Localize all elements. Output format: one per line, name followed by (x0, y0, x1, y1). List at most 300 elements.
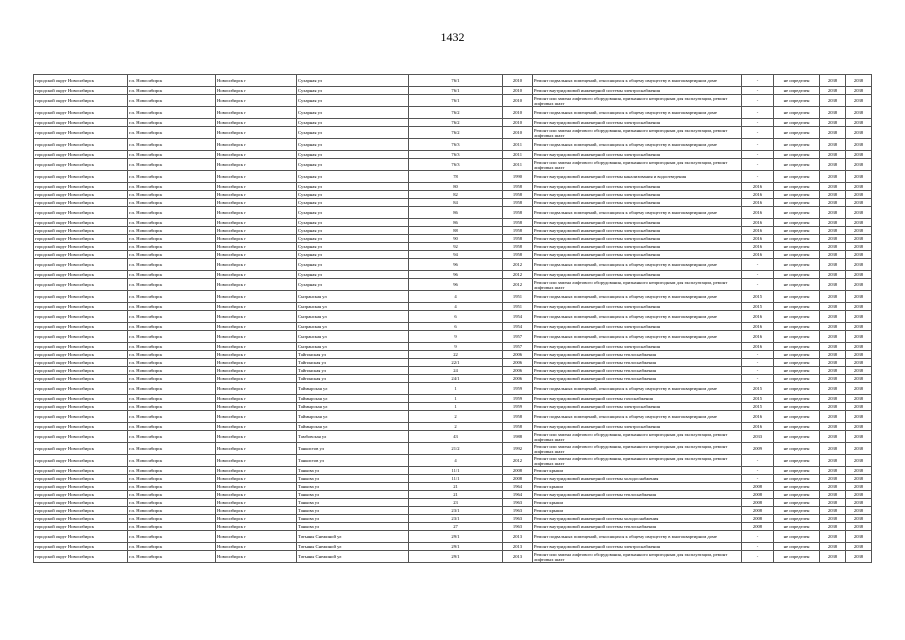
cell-plan-status: не определен (774, 271, 820, 279)
cell-municipality: городской округ Новосибирск (34, 291, 128, 303)
cell-settlement: г.п. Новосибирск (128, 367, 216, 375)
cell-work-type: Ремонт внутридомовой инженерной системы электроснабжения (533, 87, 742, 95)
cell-plan-start-year: 2038 (820, 127, 846, 139)
cell-last-repair-year: - (742, 367, 774, 375)
table-row (34, 259, 872, 271)
cell-work-type: Ремонт внутридомовой инженерной системы электроснабжения (533, 191, 742, 199)
cell-last-repair-year: 2016 (742, 199, 774, 207)
cell-municipality: городской округ Новосибирск (34, 467, 128, 475)
cell-plan-start-year: 2038 (820, 403, 846, 411)
cell-house: 84 (409, 199, 503, 207)
cell-work-type: Ремонт крыши (533, 499, 742, 507)
table-row (34, 171, 872, 183)
cell-street: Сухарная ул (297, 235, 409, 243)
cell-plan-end-year: 2038 (846, 543, 872, 551)
cell-municipality: городской округ Новосибирск (34, 151, 128, 159)
cell-municipality: городской округ Новосибирск (34, 531, 128, 543)
table-row (34, 367, 872, 375)
table-row (34, 107, 872, 119)
cell-work-type: Ремонт подвальных помещений, относящихся к общему имуществу в многоквартирном доме (533, 291, 742, 303)
cell-plan-start-year: 2038 (820, 359, 846, 367)
table-row (34, 199, 872, 207)
cell-year-built: 1958 (503, 243, 533, 251)
cell-plan-end-year: 2038 (846, 199, 872, 207)
cell-work-type: Ремонт или замена лифтового оборудования, признанного непригодным для эксплуатации, ремонт лифтовых шахт (533, 455, 742, 467)
table-row (34, 159, 872, 171)
table-row (34, 343, 872, 351)
cell-locality: Новосибирск г (216, 75, 297, 87)
cell-municipality: городской округ Новосибирск (34, 235, 128, 243)
cell-house: 90 (409, 235, 503, 243)
cell-settlement: г.п. Новосибирск (128, 483, 216, 491)
cell-municipality: городской округ Новосибирск (34, 483, 128, 491)
cell-street: Сухарная ул (297, 151, 409, 159)
cell-plan-end-year: 2038 (846, 127, 872, 139)
cell-municipality: городской округ Новосибирск (34, 243, 128, 251)
cell-settlement: г.п. Новосибирск (128, 455, 216, 467)
cell-plan-end-year: 2038 (846, 219, 872, 227)
cell-locality: Новосибирск г (216, 251, 297, 259)
cell-last-repair-year: 2016 (742, 323, 774, 331)
cell-municipality: городской округ Новосибирск (34, 515, 128, 523)
cell-street: Таймырская ул (297, 411, 409, 423)
cell-street: Сухарная ул (297, 279, 409, 291)
cell-plan-start-year: 2038 (820, 183, 846, 191)
cell-street: Татьяны Снежиной ул (297, 543, 409, 551)
cell-settlement: г.п. Новосибирск (128, 423, 216, 431)
cell-plan-end-year: 2038 (846, 467, 872, 475)
cell-house: 11/1 (409, 475, 503, 483)
cell-municipality: городской округ Новосибирск (34, 323, 128, 331)
cell-plan-status: не определен (774, 531, 820, 543)
cell-house: 21/2 (409, 443, 503, 455)
cell-work-type: Ремонт или замена лифтового оборудования, признанного непригодным для эксплуатации, ремонт лифтовых шахт (533, 551, 742, 563)
cell-last-repair-year: - (742, 467, 774, 475)
cell-locality: Новосибирск г (216, 311, 297, 323)
cell-municipality: городской округ Новосибирск (34, 227, 128, 235)
cell-locality: Новосибирск г (216, 499, 297, 507)
cell-plan-start-year: 2038 (820, 279, 846, 291)
cell-municipality: городской округ Новосибирск (34, 499, 128, 507)
cell-street: Танкистов ул (297, 443, 409, 455)
table-row (34, 279, 872, 291)
table-row (34, 207, 872, 219)
cell-last-repair-year: - (742, 551, 774, 563)
cell-municipality: городской округ Новосибирск (34, 507, 128, 515)
cell-plan-status: не определен (774, 375, 820, 383)
cell-house: 76/3 (409, 159, 503, 171)
table-row (34, 551, 872, 563)
table-row (34, 515, 872, 523)
cell-municipality: городской округ Новосибирск (34, 491, 128, 499)
cell-last-repair-year: - (742, 127, 774, 139)
cell-last-repair-year: - (742, 95, 774, 107)
cell-year-built: 2010 (503, 95, 533, 107)
table-row (34, 119, 872, 127)
cell-last-repair-year: 2016 (742, 207, 774, 219)
cell-year-built: 1958 (503, 227, 533, 235)
cell-year-built: 1964 (503, 491, 533, 499)
table-row (34, 183, 872, 191)
cell-plan-status: не определен (774, 351, 820, 359)
cell-settlement: г.п. Новосибирск (128, 151, 216, 159)
cell-settlement: г.п. Новосибирск (128, 87, 216, 95)
repair-schedule-table (33, 74, 872, 563)
cell-plan-end-year: 2038 (846, 95, 872, 107)
table-row (34, 291, 872, 303)
table-row (34, 395, 872, 403)
cell-plan-status: не определен (774, 455, 820, 467)
cell-plan-end-year: 2038 (846, 411, 872, 423)
cell-plan-end-year: 2038 (846, 499, 872, 507)
cell-locality: Новосибирск г (216, 359, 297, 367)
cell-house: 1 (409, 395, 503, 403)
cell-plan-end-year: 2038 (846, 159, 872, 171)
cell-work-type: Ремонт внутридомовой инженерной системы электроснабжения (533, 235, 742, 243)
cell-street: Сызранская ул (297, 291, 409, 303)
cell-settlement: г.п. Новосибирск (128, 95, 216, 107)
cell-street: Танкова ул (297, 507, 409, 515)
cell-locality: Новосибирск г (216, 367, 297, 375)
cell-plan-end-year: 2038 (846, 227, 872, 235)
cell-settlement: г.п. Новосибирск (128, 375, 216, 383)
cell-plan-end-year: 2038 (846, 139, 872, 151)
cell-locality: Новосибирск г (216, 467, 297, 475)
cell-year-built: 1957 (503, 331, 533, 343)
cell-municipality: городской округ Новосибирск (34, 199, 128, 207)
cell-plan-status: не определен (774, 259, 820, 271)
cell-house: 92 (409, 243, 503, 251)
cell-municipality: городской округ Новосибирск (34, 75, 128, 87)
cell-settlement: г.п. Новосибирск (128, 359, 216, 367)
cell-street: Танкова ул (297, 515, 409, 523)
cell-locality: Новосибирск г (216, 219, 297, 227)
cell-house: 96 (409, 271, 503, 279)
cell-year-built: 1958 (503, 411, 533, 423)
cell-settlement: г.п. Новосибирск (128, 411, 216, 423)
cell-house: 80 (409, 183, 503, 191)
cell-municipality: городской округ Новосибирск (34, 551, 128, 563)
cell-house: 29/1 (409, 543, 503, 551)
cell-last-repair-year: - (742, 531, 774, 543)
cell-street: Танкова ул (297, 523, 409, 531)
cell-plan-start-year: 2038 (820, 323, 846, 331)
cell-plan-status: не определен (774, 359, 820, 367)
cell-street: Сухарная ул (297, 219, 409, 227)
cell-locality: Новосибирск г (216, 543, 297, 551)
cell-plan-start-year: 2038 (820, 311, 846, 323)
cell-work-type: Ремонт внутридомовой инженерной системы электроснабжения (533, 151, 742, 159)
table-row (34, 455, 872, 467)
cell-locality: Новосибирск г (216, 207, 297, 219)
cell-work-type: Ремонт внутридомовой инженерной системы теплоснабжения (533, 367, 742, 375)
cell-plan-start-year: 2038 (820, 291, 846, 303)
cell-house: 78 (409, 171, 503, 183)
cell-last-repair-year: - (742, 259, 774, 271)
cell-house: 29/1 (409, 531, 503, 543)
cell-locality: Новосибирск г (216, 523, 297, 531)
cell-locality: Новосибирск г (216, 551, 297, 563)
cell-municipality: городской округ Новосибирск (34, 207, 128, 219)
cell-municipality: городской округ Новосибирск (34, 271, 128, 279)
cell-street: Сухарная ул (297, 271, 409, 279)
cell-year-built: 2013 (503, 531, 533, 543)
cell-municipality: городской округ Новосибирск (34, 331, 128, 343)
cell-street: Сухарная ул (297, 139, 409, 151)
cell-plan-end-year: 2038 (846, 403, 872, 411)
cell-municipality: городской округ Новосибирск (34, 259, 128, 271)
cell-settlement: г.п. Новосибирск (128, 467, 216, 475)
cell-year-built: 1958 (503, 183, 533, 191)
cell-work-type: Ремонт внутридомовой инженерной системы электроснабжения (533, 423, 742, 431)
cell-plan-end-year: 2038 (846, 551, 872, 563)
cell-last-repair-year: 2016 (742, 183, 774, 191)
cell-street: Сызранская ул (297, 311, 409, 323)
cell-locality: Новосибирск г (216, 139, 297, 151)
cell-plan-status: не определен (774, 191, 820, 199)
cell-house: 6 (409, 311, 503, 323)
cell-locality: Новосибирск г (216, 323, 297, 331)
cell-plan-end-year: 2038 (846, 171, 872, 183)
cell-plan-start-year: 2038 (820, 159, 846, 171)
cell-work-type: Ремонт подвальных помещений, относящихся к общему имуществу в многоквартирном доме (533, 259, 742, 271)
cell-plan-end-year: 2038 (846, 303, 872, 311)
cell-year-built: 1958 (503, 191, 533, 199)
cell-street: Сызранская ул (297, 343, 409, 351)
cell-work-type: Ремонт или замена лифтового оборудования, признанного непригодным для эксплуатации, ремонт лифтовых шахт (533, 443, 742, 455)
cell-municipality: городской округ Новосибирск (34, 383, 128, 395)
cell-year-built: 2011 (503, 151, 533, 159)
cell-house: 21 (409, 491, 503, 499)
cell-plan-start-year: 2038 (820, 87, 846, 95)
cell-year-built: 2010 (503, 87, 533, 95)
cell-last-repair-year: - (742, 279, 774, 291)
cell-locality: Новосибирск г (216, 375, 297, 383)
cell-work-type: Ремонт внутридомовой инженерной системы холодоснабжения (533, 515, 742, 523)
cell-settlement: г.п. Новосибирск (128, 127, 216, 139)
cell-settlement: г.п. Новосибирск (128, 207, 216, 219)
cell-municipality: городской округ Новосибирск (34, 423, 128, 431)
cell-house: 1 (409, 403, 503, 411)
cell-plan-start-year: 2038 (820, 515, 846, 523)
cell-last-repair-year: 2008 (742, 483, 774, 491)
cell-street: Сухарная ул (297, 227, 409, 235)
cell-settlement: г.п. Новосибирск (128, 311, 216, 323)
cell-locality: Новосибирск г (216, 343, 297, 351)
cell-plan-status: не определен (774, 523, 820, 531)
cell-plan-end-year: 2038 (846, 151, 872, 159)
cell-street: Тайгинская ул (297, 359, 409, 367)
cell-house: 23/1 (409, 515, 503, 523)
cell-last-repair-year: - (742, 159, 774, 171)
cell-plan-start-year: 2038 (820, 331, 846, 343)
cell-plan-start-year: 2038 (820, 375, 846, 383)
cell-plan-status: не определен (774, 199, 820, 207)
cell-last-repair-year: - (742, 87, 774, 95)
cell-locality: Новосибирск г (216, 455, 297, 467)
cell-plan-status: не определен (774, 551, 820, 563)
cell-plan-end-year: 2038 (846, 375, 872, 383)
cell-municipality: городской округ Новосибирск (34, 107, 128, 119)
cell-settlement: г.п. Новосибирск (128, 75, 216, 87)
cell-plan-status: не определен (774, 227, 820, 235)
cell-locality: Новосибирск г (216, 483, 297, 491)
table-row (34, 251, 872, 259)
cell-plan-start-year: 2038 (820, 119, 846, 127)
cell-locality: Новосибирск г (216, 351, 297, 359)
cell-municipality: городской округ Новосибирск (34, 119, 128, 127)
cell-settlement: г.п. Новосибирск (128, 171, 216, 183)
cell-house: 4 (409, 303, 503, 311)
cell-plan-start-year: 2038 (820, 227, 846, 235)
cell-work-type: Ремонт подвальных помещений, относящихся к общему имуществу в многоквартирном доме (533, 75, 742, 87)
table-row (34, 235, 872, 243)
cell-work-type: Ремонт внутридомовой инженерной системы электроснабжения (533, 323, 742, 331)
cell-work-type: Ремонт или замена лифтового оборудования, признанного непригодным для эксплуатации, ремонт лифтовых шахт (533, 95, 742, 107)
cell-locality: Новосибирск г (216, 243, 297, 251)
cell-house: 76/1 (409, 87, 503, 95)
cell-last-repair-year: 2008 (742, 515, 774, 523)
cell-street: Сухарная ул (297, 207, 409, 219)
cell-plan-status: не определен (774, 443, 820, 455)
cell-year-built: 2006 (503, 367, 533, 375)
cell-municipality: городской округ Новосибирск (34, 87, 128, 95)
table-row (34, 467, 872, 475)
cell-plan-end-year: 2038 (846, 443, 872, 455)
table-row (34, 139, 872, 151)
cell-last-repair-year: 2015 (742, 303, 774, 311)
cell-locality: Новосибирск г (216, 515, 297, 523)
table-row (34, 191, 872, 199)
cell-year-built: 2010 (503, 75, 533, 87)
cell-plan-start-year: 2038 (820, 507, 846, 515)
cell-plan-end-year: 2038 (846, 531, 872, 543)
cell-year-built: 2008 (503, 467, 533, 475)
cell-plan-start-year: 2038 (820, 499, 846, 507)
cell-work-type: Ремонт подвальных помещений, относящихся к общему имуществу в многоквартирном доме (533, 207, 742, 219)
cell-last-repair-year: - (742, 107, 774, 119)
cell-work-type: Ремонт внутридомовой инженерной системы теплоснабжения (533, 491, 742, 499)
cell-plan-start-year: 2038 (820, 259, 846, 271)
cell-house: 29/1 (409, 551, 503, 563)
page-number: 1432 (440, 30, 465, 44)
cell-locality: Новосибирск г (216, 259, 297, 271)
cell-street: Сызранская ул (297, 323, 409, 331)
cell-plan-status: не определен (774, 207, 820, 219)
cell-year-built: 2013 (503, 543, 533, 551)
cell-plan-end-year: 2038 (846, 351, 872, 359)
cell-locality: Новосибирск г (216, 431, 297, 443)
cell-street: Сухарная ул (297, 107, 409, 119)
cell-house: 2 (409, 423, 503, 431)
cell-street: Сухарная ул (297, 259, 409, 271)
cell-locality: Новосибирск г (216, 235, 297, 243)
cell-plan-end-year: 2038 (846, 119, 872, 127)
cell-street: Танкова ул (297, 483, 409, 491)
cell-house: 22/1 (409, 359, 503, 367)
cell-plan-start-year: 2038 (820, 75, 846, 87)
cell-settlement: г.п. Новосибирск (128, 303, 216, 311)
cell-plan-status: не определен (774, 431, 820, 443)
cell-plan-start-year: 2038 (820, 303, 846, 311)
table-row (34, 151, 872, 159)
cell-work-type: Ремонт внутридомовой инженерной системы электроснабжения (533, 543, 742, 551)
cell-municipality: городской округ Новосибирск (34, 431, 128, 443)
cell-street: Таймырская ул (297, 403, 409, 411)
cell-house: 27 (409, 523, 503, 531)
cell-locality: Новосибирск г (216, 95, 297, 107)
cell-work-type: Ремонт внутридомовой инженерной системы электроснабжения (533, 271, 742, 279)
cell-municipality: городской округ Новосибирск (34, 455, 128, 467)
cell-year-built: 2006 (503, 375, 533, 383)
cell-street: Татьяны Снежиной ул (297, 531, 409, 543)
cell-year-built: 1958 (503, 199, 533, 207)
cell-year-built: 1958 (503, 251, 533, 259)
cell-work-type: Ремонт внутридомовой инженерной системы электроснабжения (533, 199, 742, 207)
cell-year-built: 1992 (503, 443, 533, 455)
cell-plan-start-year: 2038 (820, 243, 846, 251)
cell-year-built: 1954 (503, 311, 533, 323)
cell-plan-start-year: 2038 (820, 491, 846, 499)
cell-plan-end-year: 2038 (846, 243, 872, 251)
cell-plan-end-year: 2038 (846, 507, 872, 515)
cell-locality: Новосибирск г (216, 403, 297, 411)
cell-work-type: Ремонт внутридомовой инженерной системы электроснабжения (533, 227, 742, 235)
cell-last-repair-year: - (742, 359, 774, 367)
cell-last-repair-year: 2016 (742, 331, 774, 343)
cell-settlement: г.п. Новосибирск (128, 199, 216, 207)
cell-street: Тайгинская ул (297, 351, 409, 359)
cell-municipality: городской округ Новосибирск (34, 191, 128, 199)
cell-street: Сухарная ул (297, 75, 409, 87)
table-row (34, 531, 872, 543)
cell-plan-end-year: 2038 (846, 423, 872, 431)
cell-last-repair-year: 2033 (742, 431, 774, 443)
cell-work-type: Ремонт внутридомовой инженерной системы холодоснабжения (533, 475, 742, 483)
cell-street: Тайгинская ул (297, 375, 409, 383)
cell-locality: Новосибирск г (216, 151, 297, 159)
cell-plan-status: не определен (774, 95, 820, 107)
table-row (34, 375, 872, 383)
cell-settlement: г.п. Новосибирск (128, 543, 216, 551)
cell-last-repair-year: - (742, 543, 774, 551)
cell-plan-start-year: 2038 (820, 191, 846, 199)
cell-street: Сухарная ул (297, 183, 409, 191)
cell-house: 11/1 (409, 467, 503, 475)
cell-work-type: Ремонт внутридомовой инженерной системы теплоснабжения (533, 351, 742, 359)
cell-settlement: г.п. Новосибирск (128, 351, 216, 359)
cell-settlement: г.п. Новосибирск (128, 191, 216, 199)
cell-municipality: городской округ Новосибирск (34, 359, 128, 367)
cell-street: Сызранская ул (297, 303, 409, 311)
cell-house: 4 (409, 291, 503, 303)
cell-plan-end-year: 2038 (846, 87, 872, 95)
cell-municipality: городской округ Новосибирск (34, 403, 128, 411)
cell-locality: Новосибирск г (216, 227, 297, 235)
cell-plan-status: не определен (774, 151, 820, 159)
cell-last-repair-year: 2016 (742, 423, 774, 431)
cell-year-built: 1957 (503, 343, 533, 351)
cell-plan-end-year: 2038 (846, 291, 872, 303)
cell-year-built: 2012 (503, 455, 533, 467)
table-row (34, 323, 872, 331)
cell-plan-start-year: 2038 (820, 271, 846, 279)
table-row (34, 423, 872, 431)
cell-plan-end-year: 2038 (846, 395, 872, 403)
table-row (34, 127, 872, 139)
cell-settlement: г.п. Новосибирск (128, 331, 216, 343)
cell-plan-status: не определен (774, 183, 820, 191)
